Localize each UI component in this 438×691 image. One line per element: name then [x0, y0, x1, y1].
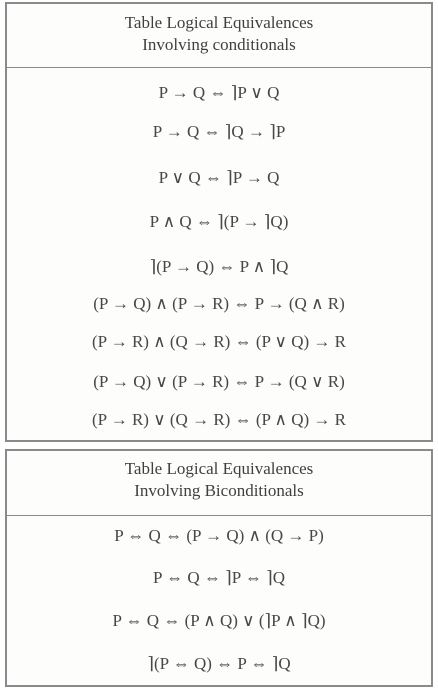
biconditionals-title-line1: Table Logical Equivalences	[124, 459, 314, 478]
biconditional-formula-2: P ⇔ Q ⇔ ⌉P ⇔ ⌉Q	[153, 568, 285, 587]
conditional-formula-8: (P → Q) ∨ (P → R) ⇔ P → (Q ∨ R)	[93, 372, 345, 391]
conditional-formula-4: P ∧ Q ⇔ ⌉(P → ⌉Q)	[149, 212, 289, 231]
conditional-formula-2: P → Q ⇔ ⌉Q → ⌉P	[152, 122, 286, 141]
biconditionals-table-caption	[7, 451, 431, 516]
conditionals-title-line1: Table Logical Equivalences	[124, 13, 314, 32]
conditionals-table-caption	[7, 4, 431, 68]
conditional-formula-1: P → Q ⇔ ⌉P ∨ Q	[158, 83, 280, 102]
biconditionals-table	[5, 449, 433, 687]
conditional-formula-3: P ∨ Q ⇔ ⌉P → Q	[158, 168, 280, 187]
conditional-formula-5: ⌉(P → Q) ⇔ P ∧ ⌉Q	[149, 257, 289, 276]
conditionals-table	[5, 2, 433, 442]
conditionals-title-line2: Involving conditionals	[142, 35, 296, 54]
biconditional-formula-3: P ⇔ Q ⇔ (P ∧ Q) ∨ (⌉P ∧ ⌉Q)	[112, 611, 326, 630]
biconditionals-title-line2: Involving Biconditionals	[134, 481, 304, 500]
biconditional-formula-1: P ⇔ Q ⇔ (P → Q) ∧ (Q → P)	[114, 526, 324, 545]
conditional-formula-6: (P → Q) ∧ (P → R) ⇔ P → (Q ∧ R)	[93, 294, 345, 313]
conditional-formula-7: (P → R) ∧ (Q → R) ⇔ (P ∨ Q) → R	[91, 332, 347, 351]
biconditional-formula-4: ⌉(P ⇔ Q) ⇔ P ⇔ ⌉Q	[147, 654, 291, 673]
conditional-formula-9: (P → R) ∨ (Q → R) ⇔ (P ∧ Q) → R	[91, 410, 347, 429]
